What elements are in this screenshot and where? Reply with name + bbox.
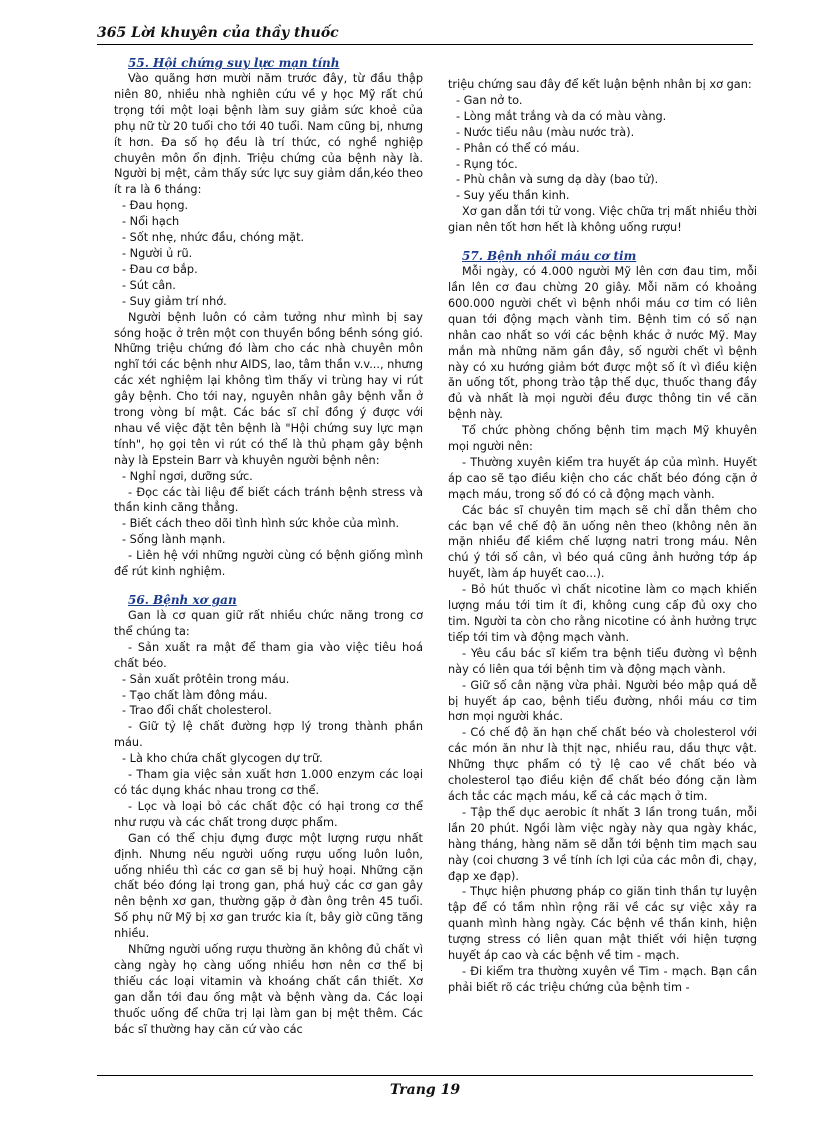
paragraph: Tổ chức phòng chống bệnh tim mạch Mỹ khuyên mọi người nên:: [448, 424, 757, 454]
list-item: - Sản xuất prôtêin trong máu.: [122, 672, 290, 686]
section-title: 57. Bệnh nhồi máu cơ tim: [462, 249, 637, 264]
list-item: - Phân có thể có máu.: [456, 141, 580, 155]
header-rule: [97, 44, 753, 45]
paragraph: - Tham gia việc sản xuất hơn 1.000 enzym các loại có tác dụng khác nhau trong cơ thể.: [114, 768, 423, 797]
page-number: Trang 19: [389, 1082, 461, 1098]
list-item: - Nổi hạch: [122, 215, 180, 229]
list-item: - Sống lành mạnh.: [122, 533, 226, 547]
paragraph: triệu chứng sau đây để kết luận bệnh nhân bị xơ gan:: [448, 78, 752, 91]
paragraph: - Liên hệ với những người cùng có bệnh giống mình để rút kinh nghiệm.: [114, 549, 423, 579]
paragraph: - Thường xuyên kiểm tra huyết áp của mình. Huyết áp cao sẽ tạo điều kiện cho các chất béo đóng cặn ở mạch máu, trong số đó có cả động mạch vành.: [448, 455, 757, 501]
list-item: - Biết cách theo dõi tình hình sức khỏe của mình.: [122, 517, 400, 531]
paragraph: Những người uống rượu thường ăn không đủ chất vì càng ngày họ càng uống nhiều hơn nên cơ thể bị thiếu các loại vitamin và khoáng chất cần thiết. Xơ gan dẫn tới đau ống mật và bệnh vàng da. Các loại thuốc uống để chữa trị lại làm gan bị mệt thêm. Các bác sĩ thường hay căn cứ vào các: [114, 943, 423, 1036]
paragraph: Người bệnh luôn có cảm tưởng như mình bị say sóng hoặc ở trên một con thuyền bồng bềnh sóng gió. Những triệu chứng đó làm cho các nhà chuyên môn nghĩ tới các bệnh như AIDS, lao, tâm thần v.v..., nhưng các xét nghiệm lại không tìm thấy vi trùng hay vi rút gây bệnh. Cho tới nay, nguyên nhân gây bệnh vẫn ở trong vòng bí mật. Các bác sĩ chỉ đồng ý được với nhau về việc đặt tên bệnh là "Hội chứng suy lực mạn tính", họ gọi tên vi rút có thể là thủ phạm gây bệnh này là Epstein Barr và khuyên người bệnh nên:: [114, 310, 423, 467]
page-footer: [97, 1075, 753, 1100]
list-item: - Nghỉ ngơi, dưỡng sức.: [122, 469, 253, 483]
list-item: - Gan nở to.: [456, 93, 523, 107]
paragraph: Mỗi ngày, có 4.000 người Mỹ lên cơn đau tim, mỗi lần lên cơ đau chừng 20 giây. Mỗi năm có khoảng 600.000 người chết vì bệnh nhồi máu cơ tim có liên quan tới động mạch vành tim. Bệnh tim có số nạn nhân cao nhất so với các bệnh khác ở nước Mỹ. May mắn mà những năm gần đây, số người chết vì bệnh này có xu hướng giảm bớt được một số ít vì điều kiện ăn uống tốt, phong trào tập thể dục, thuốc thang đầy đủ và nhất là mọi người đều được thông tin về căn bệnh này.: [448, 265, 757, 422]
paragraph: - Bỏ hút thuốc vì chất nicotine làm co mạch khiến lượng máu tới tim ít đi, không cung cấp đủ oxy cho tim. Người ta còn cho rằng nicotine có ảnh hưởng trực tiếp tới tim và động mạch vành.: [448, 583, 757, 644]
header-title: 365 Lời khuyên của thầy thuốc: [97, 25, 339, 41]
list-item: - Suy yếu thần kinh.: [456, 189, 570, 203]
paragraph: - Có chế độ ăn hạn chế chất béo và cholesterol với các món ăn như là thịt nạc, nhiều rau, dầu thực vật. Những thực phẩm có tỷ lệ cao về chất béo và cholesterol tạo điều kiện để chất béo đóng cặn làm ách tắc các mạch máu, kể cả các mạch ở tim.: [448, 726, 757, 803]
list-item: - Là kho chứa chất glycogen dự trữ.: [122, 752, 323, 766]
footer-rule: [97, 1075, 753, 1076]
paragraph: - Đọc các tài liệu để biết cách tránh bệnh stress và thần kinh căng thẳng.: [114, 485, 423, 515]
list-item: - Lòng mắt trắng và da có màu vàng.: [456, 109, 667, 123]
section-spacer: [448, 236, 757, 248]
list-item: - Suy giảm trí nhớ.: [122, 294, 227, 308]
list-item: - Tạo chất làm đông máu.: [122, 688, 268, 702]
list-item: - Phù chân và sưng dạ dày (bao tử).: [456, 173, 659, 187]
list-item: - Đau họng.: [122, 199, 189, 213]
paragraph: - Tập thể dục aerobic ít nhất 3 lần trong tuần, mỗi lần 20 phút. Ngồi làm việc ngày này qua ngày khác, hàng tháng, hàng năm sẽ dẫn tới bệnh tim mạch sau này (coi chương 3 về tính ích lợi của các môn đi, chạy, đạp xe đạp).: [448, 805, 757, 883]
right-column: [448, 77, 757, 996]
paragraph: Xơ gan dẫn tới tử vong. Việc chữa trị mất nhiều thời gian nên tốt hơn hết là không uống rượu!: [448, 205, 757, 235]
paragraph: - Sản xuất ra mật để tham gia vào việc tiêu hoá chất béo.: [114, 640, 423, 670]
paragraph: - Giữ tỷ lệ chất đường hợp lý trong thành phần máu.: [114, 720, 423, 750]
paragraph: - Yêu cầu bác sĩ kiểm tra bệnh tiểu đường vì bệnh này có liên qua tới bệnh tim và động mạch vành.: [448, 646, 757, 676]
paragraph: - Lọc và loại bỏ các chất độc có hại trong cơ thể như rượu và các chất trong dược phẩm.: [114, 799, 423, 829]
paragraph: - Đi kiểm tra thường xuyên về Tim - mạch. Bạn cần phải biết rõ các triệu chứng của bệnh tim -: [448, 964, 757, 994]
list-item: - Người ủ rũ.: [122, 246, 193, 260]
section-title: 56. Bệnh xơ gan: [128, 593, 237, 607]
list-item: - Sốt nhẹ, nhức đầu, chóng mặt.: [122, 231, 305, 245]
section-spacer: [114, 580, 423, 592]
list-item: - Sút cân.: [122, 278, 176, 292]
list-item: - Đau cơ bắp.: [122, 262, 198, 276]
paragraph: Vào quãng hơn mười năm trước đây, từ đầu thập niên 80, nhiều nhà nghiên cứu về y học Mỹ rất chú trọng tới một loại bệnh làm suy giảm sức khoẻ của phụ nữ từ 20 tuổi cho tới 40 tuổi. Nam cũng bị, nhưng ít hơn. Đa số họ đều là trí thức, có nghề nghiệp chuyên môn ổn định. Triệu chứng của bệnh này là. Người bị mệt, cảm thấy sức lực suy giảm dần,kéo theo ít ra là 6 tháng:: [114, 72, 423, 197]
left-column: [114, 55, 423, 1037]
paragraph: - Thực hiện phương pháp co giãn tinh thần tự luyện tập để có tầm nhìn rộng rãi về các sự việc xảy ra quanh mình hàng ngày. Các bệnh về thần kinh, hiện tượng stress có liên quan mật thiết với hiện tượng huyết áp cao và các bệnh về tim - mạch.: [448, 885, 757, 963]
paragraph: - Giữ số cân nặng vừa phải. Người béo mập quá dễ bị huyết áp cao, bệnh tiểu đường, nhồi máu cơ tim hơn mọi người khác.: [448, 678, 757, 724]
paragraph: Gan có thể chịu đựng được một lượng rượu nhất định. Nhưng nếu người uống rượu uống luôn luôn, uống nhiều thì các cơ gan sẽ bị huỷ hoại. Những cặn chất béo đóng lại trong gan, phá huỷ các cơ gan gây nên bệnh xơ gan, thường gặp ở đàn ông trên 45 tuổi. Số phụ nữ Mỹ bị xơ gan trước kia ít, bây giờ cũng tăng nhiều.: [114, 831, 423, 941]
list-item: - Rụng tóc.: [456, 157, 518, 171]
list-item: - Nước tiểu nâu (màu nước trà).: [456, 125, 635, 139]
paragraph: Gan là cơ quan giữ rất nhiều chức năng trong cơ thể chúng ta:: [114, 609, 423, 638]
paragraph: Các bác sĩ chuyên tim mạch sẽ chỉ dẫn thêm cho các bạn về chế độ ăn uống nên theo (không nên ăn mặn nhiều để kiềm chế lượng natri trong máu. Nên chú ý tới số cân, vì béo quá cũng ảnh hưởng tớp áp huyết, làm áp huyết cao...).: [448, 503, 757, 581]
section-title: 55. Hội chứng suy lực mạn tính: [128, 56, 340, 70]
page-header: [97, 24, 753, 45]
list-item: - Trao đổi chất cholesterol.: [122, 704, 272, 718]
